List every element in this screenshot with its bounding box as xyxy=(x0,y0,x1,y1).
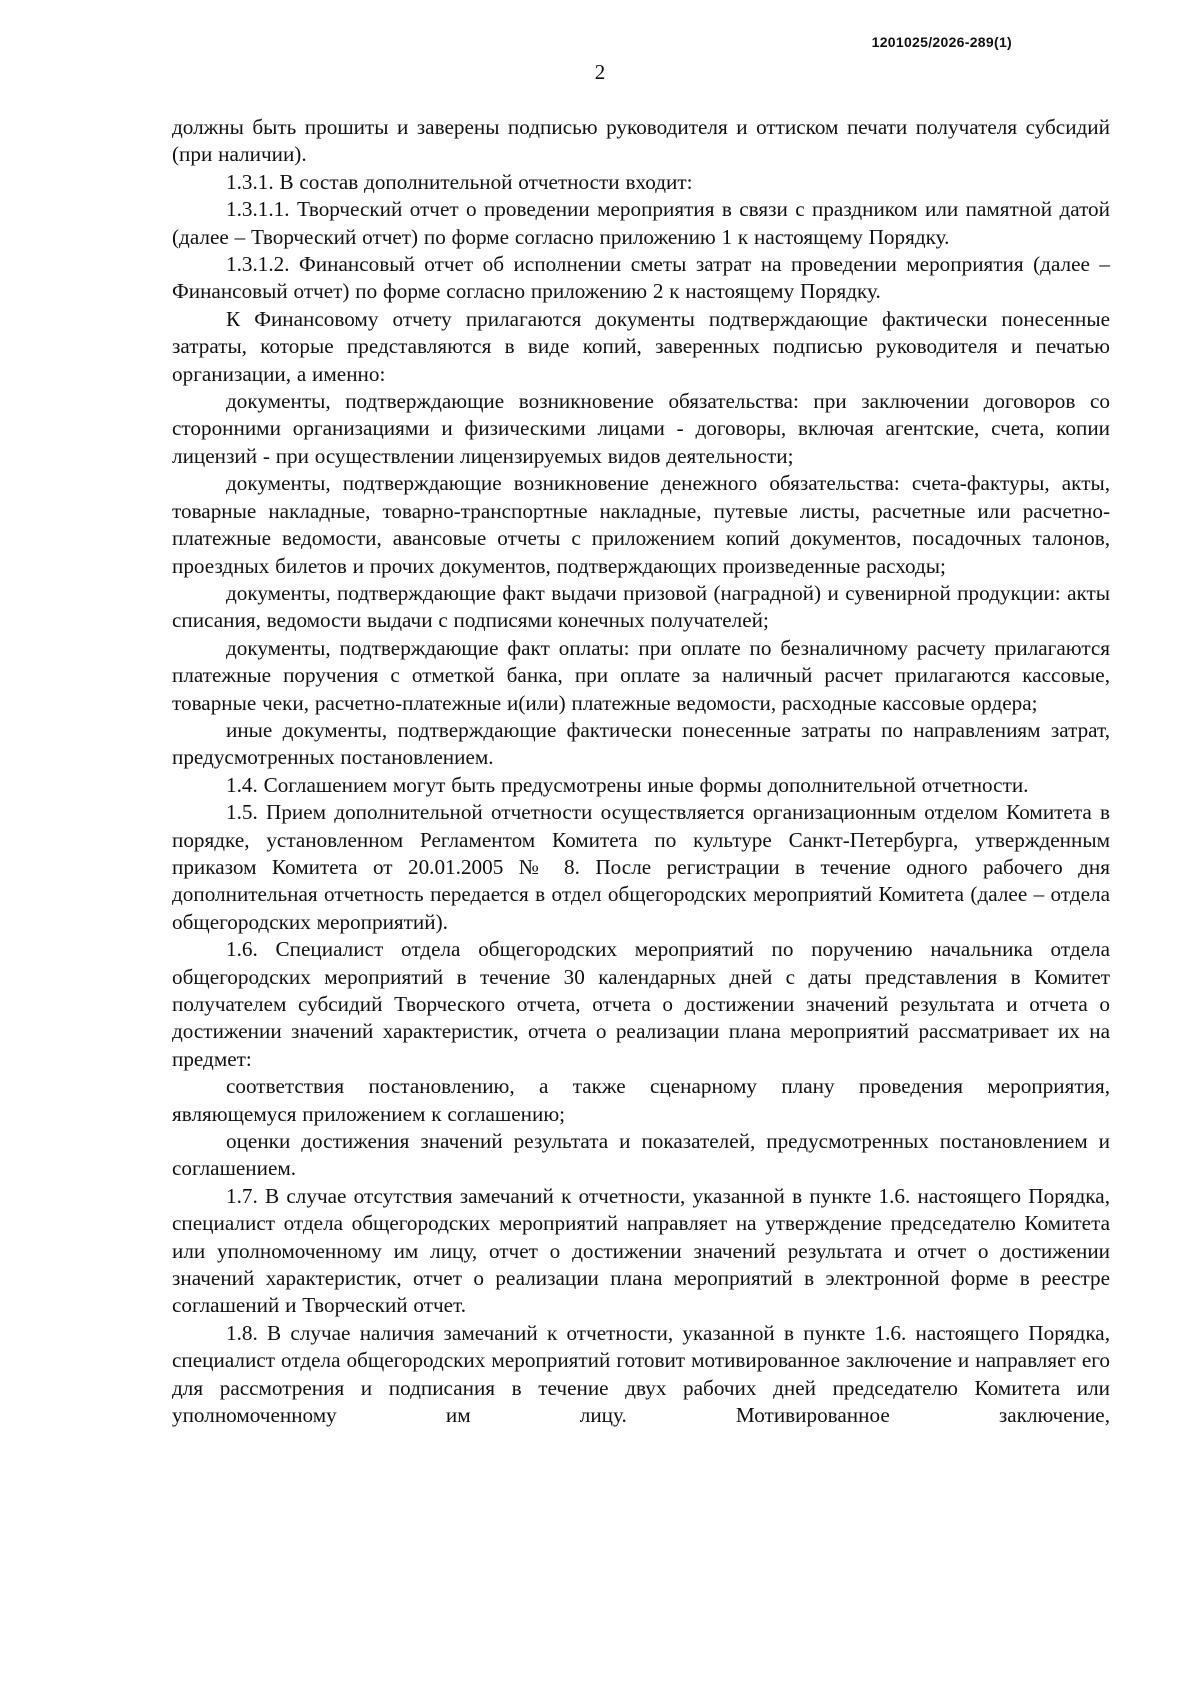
paragraph: 1.3.1.2. Финансовый отчет об исполнении сметы затрат на проведении мероприятия (далее – Финансовый отчет) по форме согласно приложению 2 к настоящему Порядку. xyxy=(172,252,1110,304)
paragraph: соответствия постановлению, а также сценарному плану проведения мероприятия, являющемуся приложением к соглашению; xyxy=(172,1074,1110,1126)
paragraph: 1.7. В случае отсутствия замечаний к отчетности, указанной в пункте 1.6. настоящего Порядка, специалист отдела общегородских мероприятий направляет на утверждение председателю Комитета или уполномоченному им лицу, отчет о достижении значений результата и отчет о достижении значений характеристик, отчет о реализации плана мероприятий в электронной форме в реестре соглашений и Творческий отчет. xyxy=(172,1183,1110,1318)
paragraph: оценки достижения значений результата и показателей, предусмотренных постановлением и соглашением. xyxy=(172,1129,1110,1181)
paragraph: 1.6. Специалист отдела общегородских мероприятий по поручению начальника отдела общегородских мероприятий в течение 30 календарных дней с даты представления в Комитет получателем субсидий Творческого отчета, отчета о достижении значений результата и отчета о достижении значений характеристик, отчета о реализации плана мероприятий рассматривает их на предмет: xyxy=(172,937,1110,1071)
document-body xyxy=(172,114,1110,1430)
paragraph: документы, подтверждающие возникновение обязательства: при заключении договоров со сторонними организациями и физическими лицами - договоры, включая агентские, счета, копии лицензий - при осуществлении лицензируемых видов деятельности; xyxy=(172,389,1110,468)
paragraph: должны быть прошиты и заверены подписью руководителя и оттиском печати получателя субсидий (при наличии). xyxy=(172,115,1110,167)
paragraph: документы, подтверждающие возникновение денежного обязательства: счета-фактуры, акты, товарные накладные, товарно-транспортные накладные, путевые листы, расчетные или расчетно-платежные ведомости, авансовые отчеты с приложением копий документов, посадочных талонов, проездных билетов и прочих документов, подтверждающих произведенные расходы; xyxy=(172,471,1110,578)
paragraph: 1.5. Прием дополнительной отчетности осуществляется организационным отделом Комитета в порядке, установленном Регламентом Комитета по культуре Санкт-Петербурга, утвержденным приказом Комитета от 20.01.2005 № 8. После регистрации в течение одного рабочего дня дополнительная отчетность передается в отдел общегородских мероприятий Комитета (далее – отдела общегородских мероприятий). xyxy=(172,800,1110,934)
paragraph: 1.4. Соглашением могут быть предусмотрены иные формы дополнительной отчетности. xyxy=(226,772,1029,797)
paragraph: К Финансовому отчету прилагаются документы подтверждающие фактически понесенные затраты, которые представляются в виде копий, заверенных подписью руководителя и печатью организации, а именно: xyxy=(172,306,1110,386)
page-number: 2 xyxy=(594,60,606,84)
document-registration-number: 1201025/2026-289(1) xyxy=(871,34,1012,50)
paragraph: 1.8. В случае наличия замечаний к отчетности, указанной в пункте 1.6. настоящего Порядка, специалист отдела общегородских мероприятий готовит мотивированное заключение и направляет его для рассмотрения и подписания в течение двух рабочих дней председателю Комитета или уполномоченному им лицу. Мотивированное заключение, xyxy=(172,1320,1110,1428)
paragraph: иные документы, подтверждающие фактически понесенные затраты по направлениям затрат, предусмотренных постановлением. xyxy=(172,717,1110,770)
paragraph: 1.3.1.1. Творческий отчет о проведении мероприятия в связи с праздником или памятной датой (далее – Творческий отчет) по форме согласно приложению 1 к настоящему Порядку. xyxy=(172,197,1110,249)
paragraph: документы, подтверждающие факт оплаты: при оплате по безналичному расчету прилагаются платежные поручения с отметкой банка, при оплате за наличный расчет прилагаются кассовые, товарные чеки, расчетно-платежные и(или) платежные ведомости, расходные кассовые ордера; xyxy=(172,635,1110,715)
paragraph: 1.3.1. В состав дополнительной отчетности входит: xyxy=(226,169,693,194)
paragraph: документы, подтверждающие факт выдачи призовой (наградной) и сувенирной продукции: акты списания, ведомости выдачи с подписями конечных получателей; xyxy=(172,580,1110,633)
